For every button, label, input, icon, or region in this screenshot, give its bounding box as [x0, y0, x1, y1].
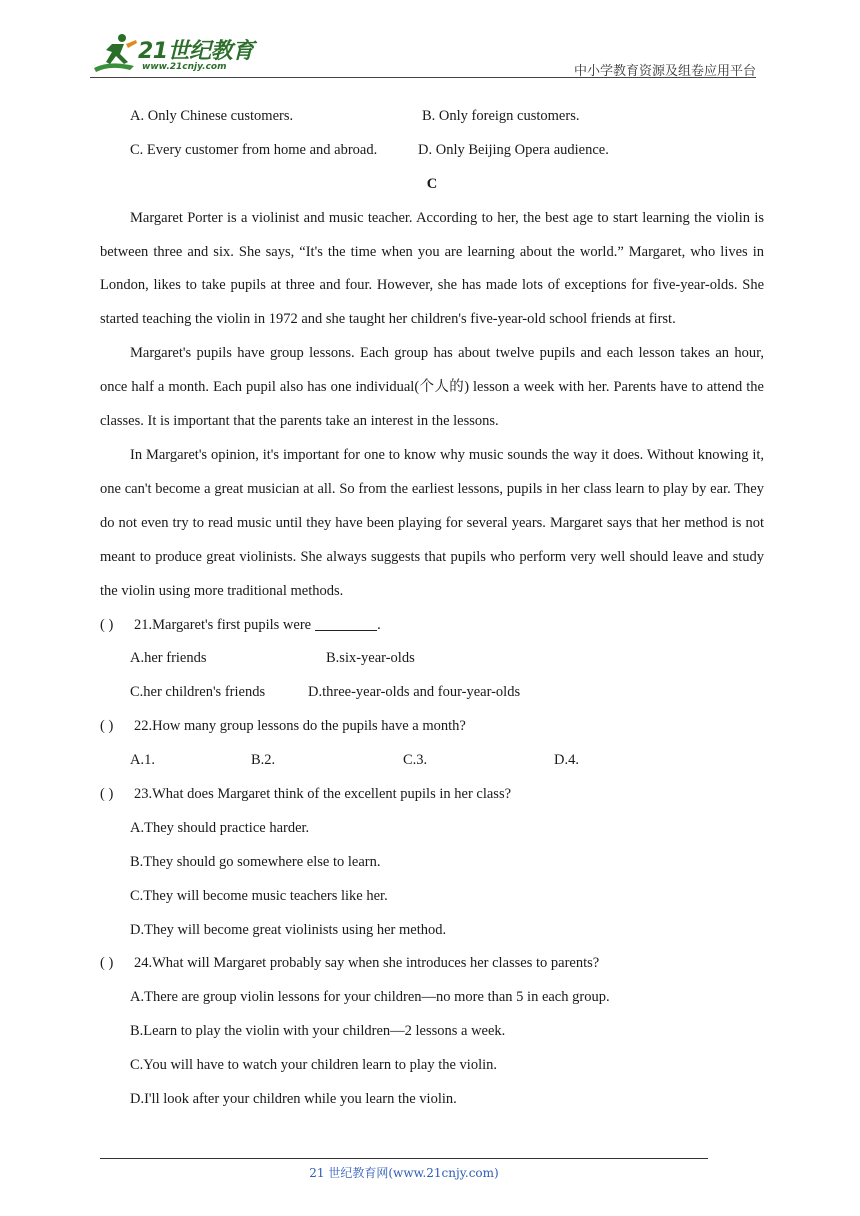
answer-blank-24[interactable]: ( )	[100, 955, 114, 972]
q23-option-d: D.They will become great violinists using her method.	[130, 921, 447, 938]
header-platform-text: 中小学教育资源及组卷应用平台	[573, 64, 756, 79]
header-divider	[90, 77, 756, 78]
answer-blank-21[interactable]: ( )	[100, 616, 114, 633]
logo	[90, 30, 270, 78]
q21-option-d: D.three-year-olds and four-year-olds	[308, 684, 521, 701]
passage-paragraph-2: Margaret's pupils have group lessons. Each group has about twelve pupils and each lesson takes an hour, once half a month. Each pupil also has one individual(个人的) lesson a week with her. Parents have to attend the classes. It is important that the parents take an interest in the lessons.	[100, 345, 764, 430]
q22-option-b: B.2.	[251, 752, 276, 769]
passage-paragraph-3: In Margaret's opinion, it's important for one to know why music sounds the way it does. Without knowing it, one can't become a great musician at all. So from the earliest lessons, pupils in her class learn to play by ear. They do not even try to read music until they have been playing for several years. Margaret says that her method is not meant to produce great violinists. She always suggests that pupils who perform very well should leave and study the violin using more traditional methods.	[100, 447, 764, 599]
question-21-options-row-2	[100, 676, 764, 710]
prev-option-c: C. Every customer from home and abroad.	[130, 141, 378, 158]
q21-option-c: C.her children's friends	[130, 684, 266, 701]
prev-options-row-1	[100, 100, 764, 134]
q22-option-d: D.4.	[554, 752, 579, 769]
passage-paragraph-1: Margaret Porter is a violinist and music teacher. According to her, the best age to start learning the violin is between three and six. She says, “It's the time when you are learning about the world.” Margaret, who lives in London, likes to take pupils at three and four. However, she has made lots of exceptions for five-year-olds. She started teaching the violin in 1972 and she taught her children's five-year-old school friends at first.	[100, 209, 764, 328]
q21-option-b: B.six-year-olds	[326, 650, 415, 667]
answer-blank-23[interactable]: ( )	[100, 786, 114, 802]
footer-link[interactable]: 21 世纪教育网(www.21cnjy.com)	[309, 1166, 499, 1180]
prev-option-a: A. Only Chinese customers.	[130, 108, 294, 124]
question-22-options	[100, 744, 764, 778]
logo-url: www.21cnjy.com	[142, 62, 227, 72]
runner-logo-icon	[90, 30, 142, 76]
answer-blank-22[interactable]: ( )	[100, 718, 114, 735]
logo-name: 21世纪教育	[138, 39, 254, 64]
footer-divider	[100, 1158, 708, 1159]
document-body	[100, 100, 764, 1117]
q24-option-c: C.You will have to watch your children learn to play the violin.	[130, 1057, 498, 1074]
q22-option-a: A.1.	[130, 752, 155, 769]
question-24	[100, 947, 764, 981]
question-21	[100, 609, 764, 643]
page-header	[90, 30, 756, 78]
question-21-text: 21.Margaret's first pupils were	[134, 616, 312, 633]
q23-option-a: A.They should practice harder.	[130, 819, 310, 836]
question-23-text: 23.What does Margaret think of the excellent pupils in her class?	[134, 786, 512, 802]
question-21-end: .	[377, 616, 381, 633]
q24-option-d: D.I'll look after your children while you learn the violin.	[130, 1091, 457, 1108]
q23-option-c: C.They will become music teachers like her.	[130, 887, 388, 904]
question-22-text: 22.How many group lessons do the pupils have a month?	[134, 718, 466, 735]
q21-option-a: A.her friends	[130, 650, 207, 667]
prev-option-b: B. Only foreign customers.	[422, 108, 580, 124]
q24-option-a: A.There are group violin lessons for your children—no more than 5 in each group.	[130, 989, 610, 1006]
q23-option-b: B.They should go somewhere else to learn.	[130, 853, 381, 870]
question-23	[100, 778, 764, 812]
q24-option-b: B.Learn to play the violin with your children—2 lessons a week.	[130, 1023, 506, 1040]
section-label: C	[426, 175, 438, 192]
prev-options-row-2	[100, 134, 764, 168]
question-22	[100, 710, 764, 744]
q22-option-c: C.3.	[403, 752, 428, 769]
fill-blank-21[interactable]	[315, 616, 377, 631]
question-24-text: 24.What will Margaret probably say when she introduces her classes to parents?	[134, 955, 600, 972]
prev-option-d: D. Only Beijing Opera audience.	[418, 141, 609, 158]
question-21-options-row-1	[100, 642, 764, 676]
